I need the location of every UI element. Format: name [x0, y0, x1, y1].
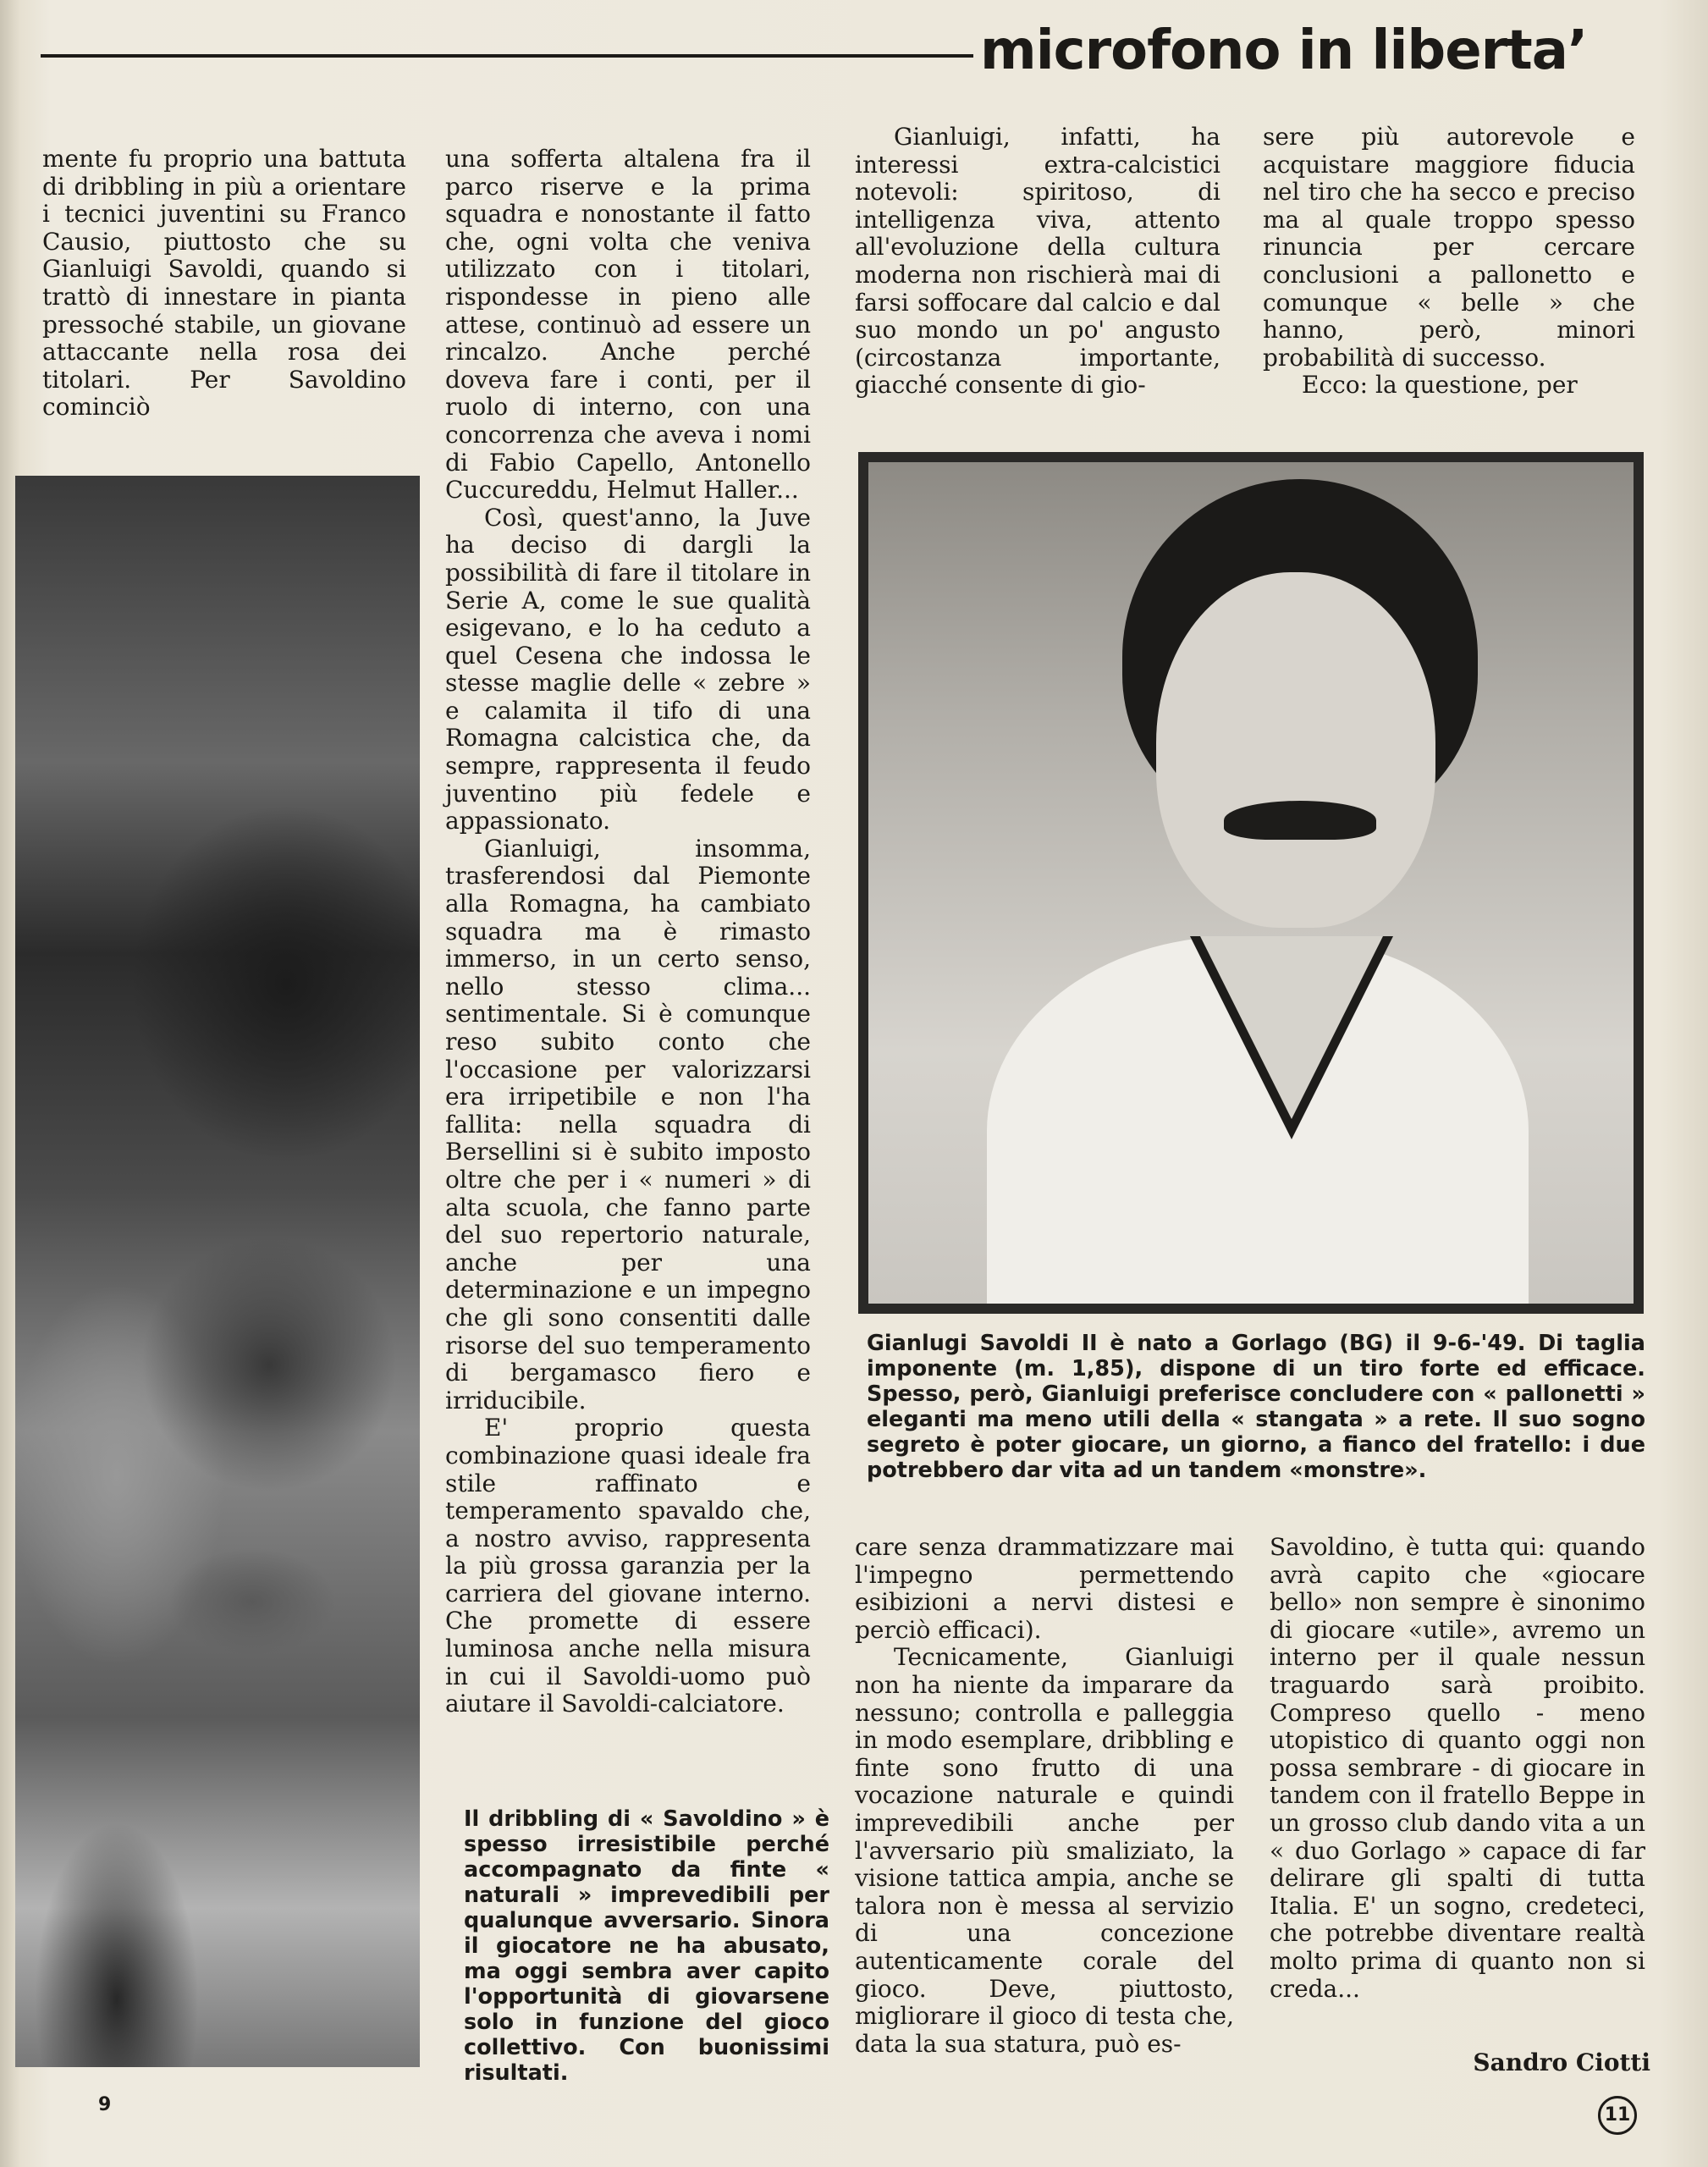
article-column-3-top — [855, 124, 1220, 400]
article-paragraph: Così, quest'anno, la Juve ha deciso di dargli la possibilità di fare il titolare in Serie A, come le sue qualità esigevano, e lo ha ceduto a quel Cesena che indossa le stesse maglie delle « zebre » e calamita il tifo di una Romagna calcistica che, da sempre, rappresenta il feudo juventino più fedele e appassionato. — [445, 503, 811, 835]
article-paragraph: mente fu proprio una battuta di dribbling in più a orientare i tecnici juventini su Franco Causio, piuttosto che su Gianluigi Savoldi, quando si trattò di innestare in pianta pressoché stabile, un giovane attaccante nella rosa dei titolari. Per Savoldino cominciò — [42, 145, 406, 422]
article-paragraph: Gianluigi, insomma, trasferendosi dal Piemonte alla Romagna, ha cambiato squadra ma è rimasto immerso, in un certo senso, nello stesso clima... sentimentale. Si è comunque reso subito conto che l'occasione per valorizzarsi era irripetibile e non l'ha fallita: nella squadra di Bersellini si è subito imposto oltre che per i « numeri » di alta scuola, che fanno parte del suo repertorio naturale, anche per una determinazione e un impegno che gli sono consentiti dalle risorse del suo temperamento di bergamasco fiero e irriducibile. — [445, 834, 811, 1414]
article-paragraph: E' proprio questa combinazione quasi ideale fra stile raffinato e temperamento spavaldo che, a nostro avviso, rappresenta la più grossa garanzia per la carriera del giovane interno. Che promette di essere luminosa anche nella misura in cui il Savoldi-uomo può aiutare il Savoldi-calciatore. — [445, 1414, 811, 1718]
article-paragraph: Ecco: la questione, per — [1302, 371, 1578, 400]
section-title: microfono in liberta’ — [980, 19, 1588, 82]
article-column-4-bottom — [1270, 1534, 1645, 2003]
header-rule — [41, 54, 973, 58]
portrait-image — [868, 462, 1634, 1304]
portrait-collar-inner-shape — [1200, 936, 1383, 1119]
article-column-2 — [445, 146, 811, 1718]
photo-caption-right: Gianlugi Savoldi II è nato a Gorlago (BG) il 9-6-'49. Di taglia imponente (m. 1,85), dispone di un tiro forte ed efficace. Spesso, però, Gianluigi preferisce concludere con « pallonetti » eleganti ma meno utili della « stangata » a rete. Il suo sogno segreto è poter giocare, un giorno, a fianco del fratello: i due potrebbero dar vita ad un tandem «monstre». — [867, 1331, 1645, 1483]
author-signature: Sandro Ciotti — [1473, 2048, 1650, 2076]
action-photo — [15, 476, 420, 2067]
portrait-face-shape — [1156, 572, 1435, 928]
article-paragraph: care senza drammatizzare mai l'impegno permettendo esibizioni a nervi distesi e perciò efficaci). — [855, 1533, 1234, 1644]
article-paragraph: Gianluigi, infatti, ha interessi extra-calcistici notevoli: spiritoso, di intelligenza viva, attento all'evoluzione della cultura moderna non rischierà mai di farsi soffocare dal calcio e dal suo mondo un po' angusto (circostanza importante, giacché consente di gio- — [855, 123, 1220, 400]
article-column-3-bottom — [855, 1534, 1234, 2058]
article-column-4-top — [1263, 124, 1635, 400]
page-number-left: 9 — [98, 2094, 112, 2115]
article-paragraph: una sofferta altalena fra il parco riserve e la prima squadra e nonostante il fatto che, ogni volta che veniva utilizzato con i titolari, rispondesse in pieno alle attese, continuò ad essere un rincalzo. Anche perché doveva fare i conti, per il ruolo di interno, con una concorrenza che aveva i nomi di Fabio Capello, Antonello Cuccureddu, Helmut Haller... — [445, 145, 811, 505]
article-paragraph: sere più autorevole e acquistare maggiore fiducia nel tiro che ha secco e preciso ma al quale troppo spesso rinuncia per cercare conclusioni a pallonetto e comunque « belle » che hanno, però, minori probabilità di successo. — [1263, 123, 1635, 372]
page-number-right: 11 — [1598, 2096, 1637, 2135]
article-column-1 — [42, 146, 406, 422]
portrait-photo — [858, 452, 1644, 1314]
portrait-mustache-shape — [1224, 801, 1376, 840]
article-paragraph: Tecnicamente, Gianluigi non ha niente da imparare da nessuno; controlla e palleggia in modo esemplare, dribbling e finte sono frutto di una vocazione naturale e quindi imprevedibili anche per l'avversario più smaliziato, la visione tattica ampia, anche se talora non è messa al servizio di una concezione autenticamente corale del gioco. Deve, piuttosto, migliorare il gioco di testa che, data la sua statura, può es- — [855, 1643, 1234, 2058]
photo-caption-left: Il dribbling di « Savoldino » è spesso irresistibile perché accompagnato da finte « naturali » imprevedibili per qualunque avversario. Sinora il giocatore ne ha abusato, ma oggi sembra aver capito l'opportunità di giovarsene solo in funzione del gioco collettivo. Con buonissimi risultati. — [464, 1806, 829, 2086]
article-paragraph: Savoldino, è tutta qui: quando avrà capito che «giocare bello» non sempre è sinonimo di giocare «utile», avremo un interno per il quale nessun traguardo sarà proibito. Compreso quello - meno utopistico di quanto oggi non possa sembrare - di giocare in tandem con il fratello Beppe in un grosso club dando vita a un « duo Gorlago » capace di far delirare gli spalti di tutta Italia. E' un sogno, credeteci, che potrebbe diventare realtà molto prima di quanto non si creda... — [1270, 1533, 1645, 2003]
